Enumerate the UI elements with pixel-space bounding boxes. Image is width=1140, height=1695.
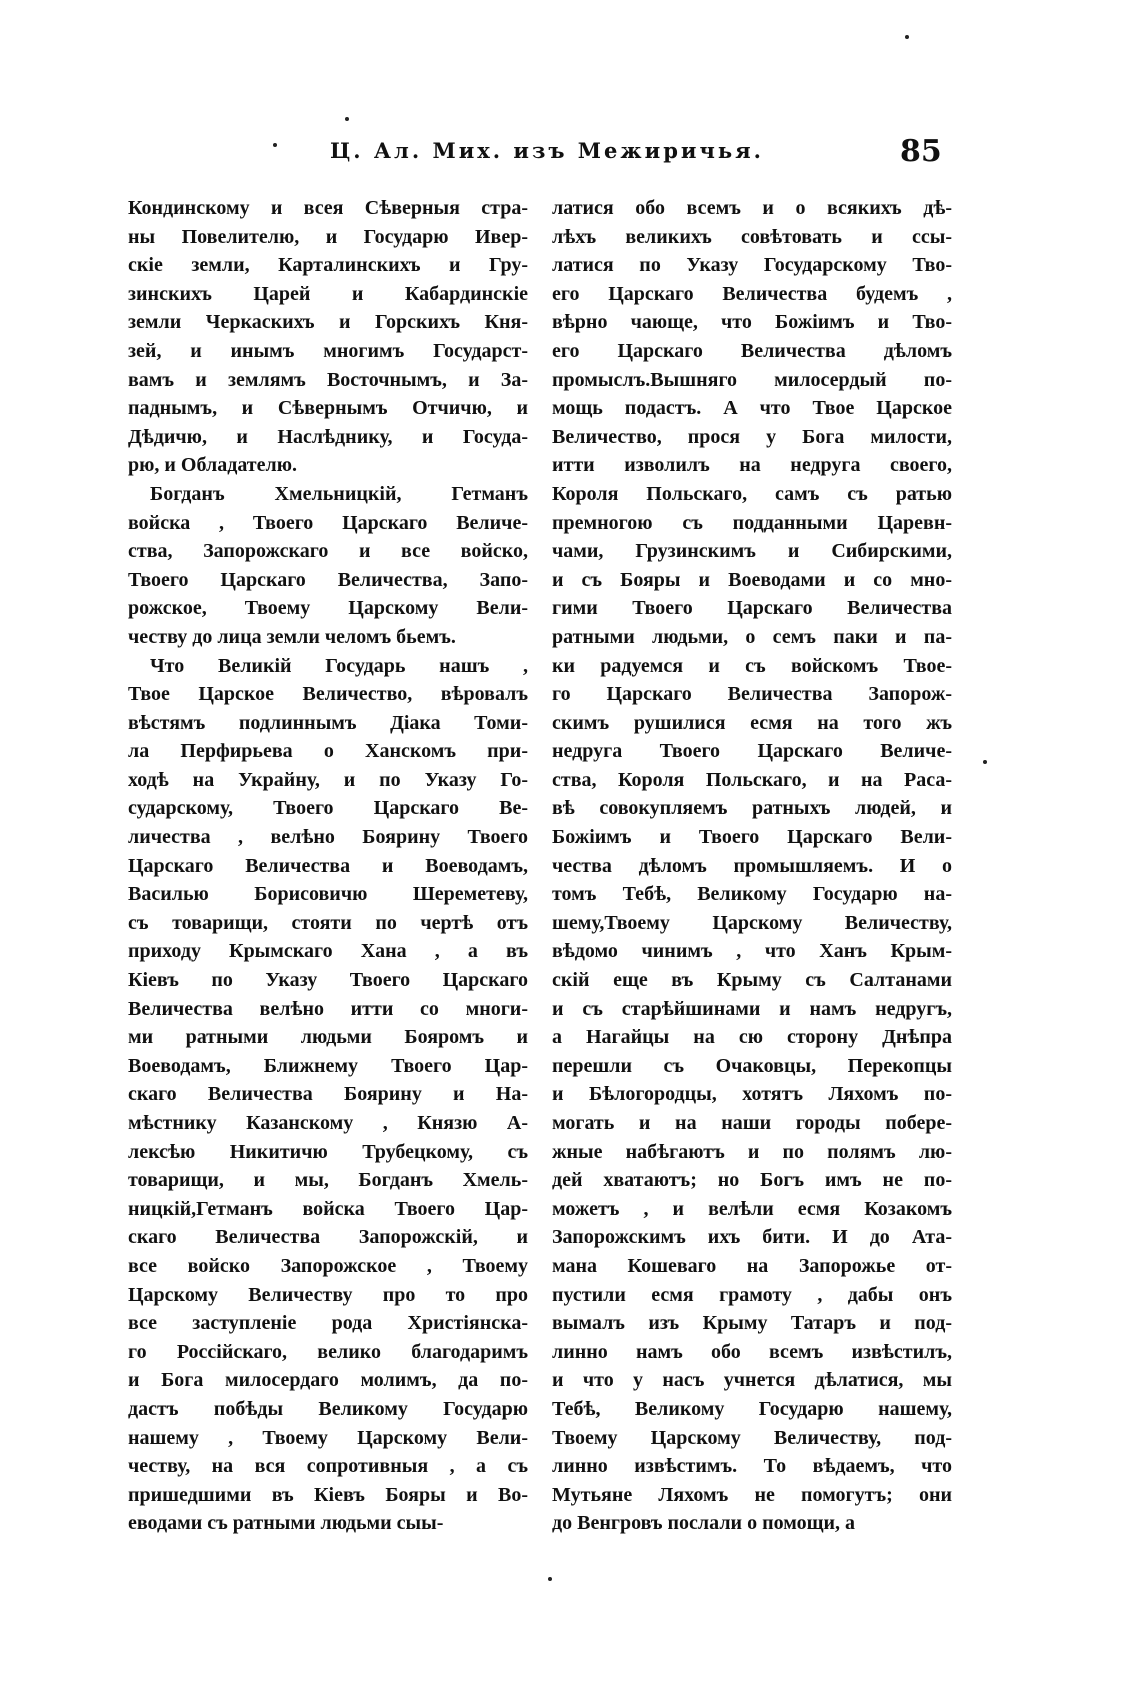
text-line: дей хватаютъ; но Богъ имъ не по-: [552, 1169, 952, 1192]
text-line: Царскаго Величества и Воеводамъ,: [128, 854, 528, 877]
text-line: войска , Твоего Царскаго Величе-: [128, 511, 528, 534]
text-line: жные набѣгаютъ и по полямъ лю-: [552, 1140, 952, 1163]
text-line: нашему , Твоему Царскому Вели-: [128, 1426, 528, 1449]
print-speck: [548, 1577, 552, 1581]
text-line: и съ старѣйшинами и намъ недругъ,: [552, 997, 952, 1020]
running-title: Ц. Ал. Мих. изъ Межиричья.: [330, 138, 764, 163]
text-line: и Бѣлогородцы, хотятъ Ляхомъ по-: [552, 1083, 952, 1106]
text-line: Кондинскому и всея Сѣверныя стра-: [128, 197, 528, 219]
text-line: товарищи, и мы, Богданъ Хмель-: [128, 1169, 528, 1192]
print-speck: [983, 760, 987, 764]
text-line: Что Великій Государь нашъ ,: [150, 654, 528, 677]
text-line: чами, Грузинскимъ и Сибирскими,: [552, 540, 952, 563]
left-text-column: [128, 194, 528, 1538]
text-line: лѣхъ великихъ совѣтовать и ссы-: [552, 225, 952, 248]
text-line: ратными людьми, о семъ паки и па-: [552, 625, 952, 648]
text-line: ства, Запорожскаго и все войско,: [128, 540, 528, 563]
text-line: чества дѣломъ промышляемъ. И о: [552, 854, 952, 877]
text-line: пустили есмя грамоту , дабы онъ: [552, 1283, 952, 1306]
text-line: ми ратными людьми Бояромъ и: [128, 1026, 528, 1049]
text-line: зинскихъ Царей и Кабардинскіе: [128, 282, 528, 305]
text-line: вѣ совокупляемъ ратныхъ людей, и: [552, 797, 952, 820]
text-line: Божiимъ и Твоего Царскаго Вели-: [552, 826, 952, 849]
text-line: Величество, прося у Бога милости,: [552, 425, 952, 448]
text-line: ны Повелителю, и Государю Ивер-: [128, 225, 528, 248]
text-line: шему,Твоему Царскому Величеству,: [552, 911, 952, 934]
text-line: честву, на вся сопротивныя , а съ: [128, 1455, 528, 1478]
text-line: мѣстнику Казанскому , Князю А-: [128, 1112, 528, 1134]
text-line: его Царскаго Величества дѣломъ: [552, 339, 952, 362]
text-line: приходу Крымскаго Хана , а въ: [128, 940, 528, 963]
text-line: премногою съ подданными Царевн-: [552, 511, 952, 534]
text-line: можетъ , и велѣли есмя Козакомъ: [552, 1197, 952, 1220]
text-line: Тебѣ, Великому Государю нашему,: [552, 1397, 952, 1420]
text-line: линно извѣстимъ. То вѣдаемъ, что: [552, 1455, 952, 1478]
text-line: зей, и инымъ многимъ Государст-: [128, 339, 528, 362]
text-line: паднымъ, и Сѣвернымъ Отчичю, и: [128, 397, 528, 420]
text-line: ла Перфирьева о Ханскомъ при-: [128, 740, 528, 763]
print-speck: [345, 117, 349, 121]
text-line: рю, и Обладателю.: [128, 454, 298, 477]
text-line: дастъ побѣды Великому Государю: [128, 1397, 528, 1420]
text-line: до Венгровъ послали о помощи, а: [552, 1512, 855, 1535]
text-line: Короля Польскаго, самъ съ ратью: [552, 482, 952, 505]
text-line: личества , велѣно Боярину Твоего: [128, 826, 528, 849]
text-line: все заступленіе рода Христiянска-: [128, 1312, 528, 1335]
text-line: го Царскаго Величества Запорож-: [552, 683, 952, 706]
text-line: могать и на наши городы побере-: [552, 1112, 952, 1134]
text-line: мана Кошеваго на Запорожье от-: [552, 1254, 952, 1277]
text-line: линно намъ обо всемъ извѣстилъ,: [552, 1340, 952, 1363]
text-line: Твоему Царскому Величеству, под-: [552, 1426, 952, 1449]
print-speck: [905, 35, 909, 39]
text-line: Твоего Царскаго Величества, Запо-: [128, 568, 528, 591]
text-line: вѣдомо чинимъ , что Ханъ Крым-: [552, 940, 952, 963]
text-line: ки радуемся и съ войскомъ Твое-: [552, 654, 952, 677]
text-line: итти изволилъ на недруга своего,: [552, 454, 952, 477]
text-line: латися обо всемъ и о всякихъ дѣ-: [552, 197, 952, 219]
text-line: скимъ рушилися есмя на того жъ: [552, 711, 952, 734]
text-line: скаго Величества Боярину и На-: [128, 1083, 528, 1106]
text-line: промыслъ.Вышняго милосердый по-: [552, 368, 952, 391]
text-line: а Нагайцы на сю сторону Днѣпра: [552, 1026, 952, 1049]
text-line: пришедшими въ Кiевъ Бояры и Во-: [128, 1483, 528, 1506]
text-line: томъ Тебѣ, Великому Государю на-: [552, 883, 952, 906]
text-line: и что у насъ учнется дѣлатися, мы: [552, 1369, 952, 1392]
text-line: скій еще въ Крыму съ Салтанами: [552, 969, 952, 992]
text-line: его Царскаго Величества будемъ ,: [552, 282, 952, 305]
text-line: вѣрно чающе, что Божiимъ и Тво-: [552, 311, 952, 334]
text-line: Запорожскимъ ихъ бити. И до Ата-: [552, 1226, 952, 1249]
text-line: все войско Запорожское , Твоему: [128, 1254, 528, 1277]
text-line: ходѣ на Украйну, и по Указу Го-: [128, 768, 528, 791]
page-number: 85: [900, 134, 942, 169]
text-line: Богданъ Хмельницкій, Гетманъ: [150, 482, 528, 505]
text-line: ницкій,Гетманъ войска Твоего Цар-: [128, 1197, 528, 1220]
text-line: мощь подастъ. А что Твое Царское: [552, 397, 952, 420]
text-line: честву до лица земли челомъ бьемъ.: [128, 625, 456, 648]
text-line: Величества велѣно итти со многи-: [128, 997, 528, 1020]
print-speck: [273, 143, 277, 147]
text-line: Царскому Величеству про то про: [128, 1283, 528, 1306]
text-line: рожское, Твоему Царскому Вели-: [128, 597, 528, 620]
text-line: скаго Величества Запорожскій, и: [128, 1226, 528, 1249]
text-line: го Россiйскаго, велико благодаримъ: [128, 1340, 528, 1363]
text-line: съ товарищи, стояти по чертѣ отъ: [128, 911, 528, 934]
text-line: вамъ и землямъ Восточнымъ, и За-: [128, 368, 528, 391]
text-line: Кiевъ по Указу Твоего Царскаго: [128, 969, 528, 992]
text-line: Воеводамъ, Ближнему Твоего Цар-: [128, 1054, 528, 1077]
text-line: еводами съ ратными людьми сыы-: [128, 1512, 444, 1535]
text-line: перешли съ Очаковцы, Перекопцы: [552, 1054, 952, 1077]
text-line: и съ Бояры и Воеводами и со мно-: [552, 568, 952, 591]
text-line: ства, Короля Польскаго, и на Раса-: [552, 768, 952, 791]
text-line: Дѣдичю, и Наслѣднику, и Госуда-: [128, 425, 528, 448]
text-line: Мутьяне Ляхомъ не помогутъ; они: [552, 1483, 952, 1506]
text-line: земли Черкаскихъ и Горскихъ Кня-: [128, 311, 528, 334]
text-line: вымалъ изъ Крыму Татаръ и под-: [552, 1312, 952, 1335]
text-line: недруга Твоего Царскаго Величе-: [552, 740, 952, 763]
text-line: и Бога милосердаго молимъ, да по-: [128, 1369, 528, 1392]
text-line: Твое Царское Величество, вѣровалъ: [128, 683, 528, 706]
text-line: лексѣю Никитичю Трубецкому, съ: [128, 1140, 528, 1163]
text-line: Василью Борисовичю Шереметеву,: [128, 883, 528, 906]
text-line: вѣстямъ подлиннымъ Дiака Томи-: [128, 711, 528, 734]
right-text-column: [552, 194, 952, 1538]
text-line: сударскому, Твоего Царскаго Ве-: [128, 797, 528, 820]
text-line: скіе земли, Карталинскихъ и Гру-: [128, 254, 528, 277]
text-line: гими Твоего Царскаго Величества: [552, 597, 952, 620]
text-line: латися по Указу Государскому Тво-: [552, 254, 952, 277]
